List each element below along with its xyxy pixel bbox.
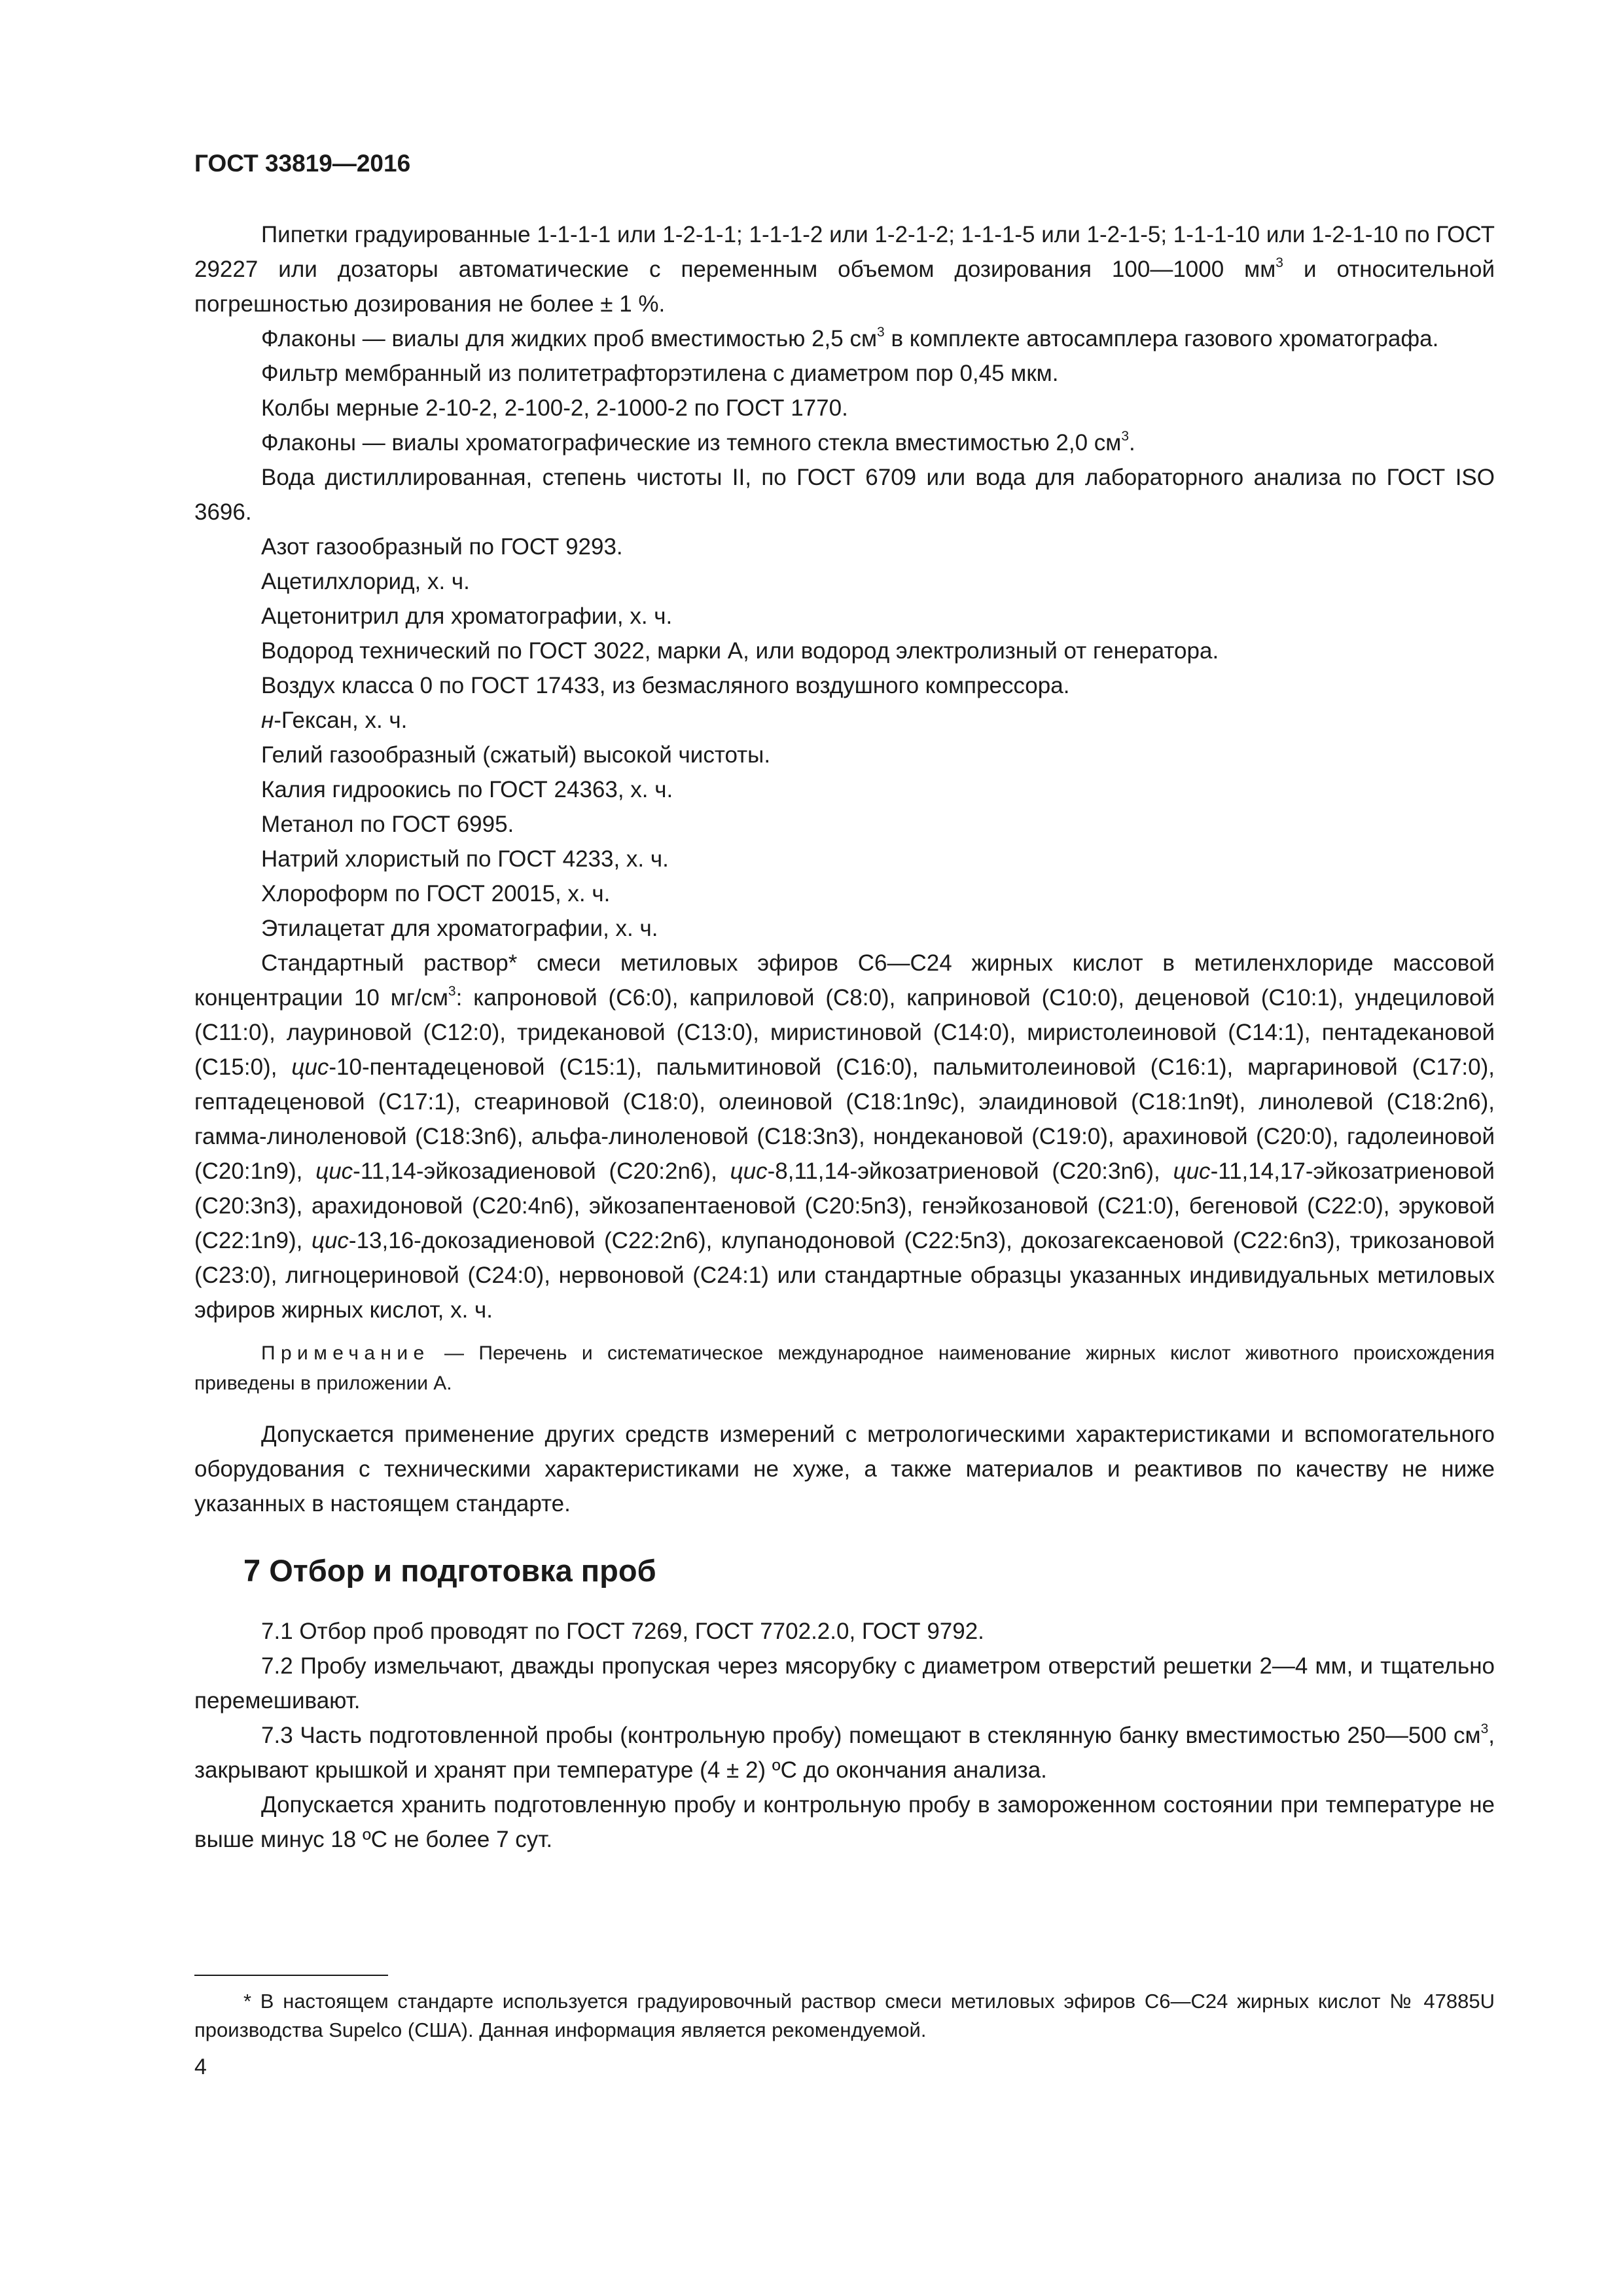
document-header: ГОСТ 33819—2016	[194, 150, 411, 177]
footnote: * В настоящем стандарте используется градуировочный раствор смеси метиловых эфиров С6—С24 жирных кислот № 47885U производства Supelco (США). Данная информация является рекомендуемой.	[194, 1990, 1495, 2041]
list-item-ethyl: Этилацетат для хроматографии, х. ч.	[261, 916, 658, 941]
section-7-3: 7.3 Часть подготовленной пробы (контрольную пробу) помещают в стеклянную банку вместимостью 250—500 $см^3$, закрывают крышкой и хранят при температуре (4 ± 2) ºС до окончания анализа.	[194, 1721, 1495, 1783]
section-7-heading: 7 Отбор и подготовка проб	[243, 1553, 656, 1588]
list-item-hexane: н-Гексан, х. ч.	[261, 708, 408, 733]
section-7-1: 7.1 Отбор проб проводят по ГОСТ 7269, ГОСТ 7702.2.0, ГОСТ 9792.	[261, 1619, 984, 1644]
list-item-flasks: Колбы мерные 2-10-2, 2-100-2, 2-1000-2 по ГОСТ 1770.	[261, 395, 848, 421]
list-item-hydrogen: Водород технический по ГОСТ 3022, марки А, или водород электролизный от генератора.	[261, 638, 1219, 664]
document-body	[194, 217, 1495, 1857]
list-item-air: Воздух класса 0 по ГОСТ 17433, из безмасляного воздушного компрессора.	[261, 673, 1070, 698]
section-7-storage: Допускается хранить подготовленную пробу и контрольную пробу в замороженном состоянии при температуре не выше минус 18 ºС не более 7 сут.	[194, 1792, 1495, 1852]
list-item-vials-dark: Флаконы — виалы хроматографические из темного стекла вместимостью 2,0 $см^3$.	[261, 429, 1135, 456]
footnote-divider	[194, 1975, 388, 1976]
note	[194, 1338, 1495, 1399]
list-item-chloroform: Хлороформ по ГОСТ 20015, х. ч.	[261, 881, 611, 906]
list-item-sodium: Натрий хлористый по ГОСТ 4233, х. ч.	[261, 846, 669, 872]
list-item-vials-liquid: Флаконы — виалы для жидких проб вместимостью 2,5 $см^3$ в комплекте автосамплера газового хроматографа.	[261, 325, 1439, 351]
allowed-paragraph: Допускается применение других средств измерений с метрологическими характеристиками и вспомогательного оборудования с техническими характеристиками не хуже, а также материалов и реактивов по качеству не ниже указанных в настоящем стандарте.	[194, 1422, 1495, 1516]
list-item-methanol: Метанол по ГОСТ 6995.	[261, 812, 514, 837]
section-7-2: 7.2 Пробу измельчают, дважды пропуская через мясорубку с диаметром отверстий решетки 2—4 мм, и тщательно перемешивают.	[194, 1653, 1495, 1713]
list-item-potassium: Калия гидроокись по ГОСТ 24363, х. ч.	[261, 777, 673, 802]
list-item-acetyl: Ацетилхлорид, х. ч.	[261, 569, 470, 594]
list-item-helium: Гелий газообразный (сжатый) высокой чистоты.	[261, 742, 771, 768]
list-item-nitrogen: Азот газообразный по ГОСТ 9293.	[261, 534, 623, 560]
note-label: Примечание	[261, 1342, 430, 1364]
list-item-water: Вода дистиллированная, степень чистоты II, по ГОСТ 6709 или вода для лабораторного анализа по ГОСТ ISO 3696.	[194, 465, 1495, 525]
note-text: — Перечень и систематическое международное наименование жирных кислот животного происхождения приведены в приложении А.	[194, 1342, 1495, 1394]
list-item-acetonitrile: Ацетонитрил для хроматографии, х. ч.	[261, 603, 673, 629]
page-number: 4	[194, 2054, 207, 2079]
list-item-filter: Фильтр мембранный из политетрафторэтилена с диаметром пор 0,45 мкм.	[261, 361, 1059, 386]
list-item-standard-solution: Стандартный раствор* смеси метиловых эфиров С6—С24 жирных кислот в метиленхлориде массовой концентрации 10 $мг/см^3$: капроновой (С6:0), каприловой (С8:0), каприновой (С10:0), деценовой (С10:1), ундециловой (С11:0), лауриновой (С12:0), тридекановой (С13:0), миристиновой (С14:0), миристолеиновой (С14:1), пентадекановой (С15:0), цис-10-пентадеценовой (С15:1), пальмитиновой (С16:0), пальмитолеиновой (С16:1), маргариновой (С17:0), гептадеценовой (С17:1), стеариновой (С18:0), олеиновой (С18:1n9с), элаидиновой (С18:1n9t), линолевой (С18:2n6), гамма-линоленовой (С18:3n6), альфа-линоленовой (С18:3n3), нондекановой (С19:0), арахиновой (С20:0), гадолеиновой (С20:1n9), цис-11,14-эйкозадиеновой (С20:2n6), цис-8,11,14-эйкозатриеновой (С20:3n6), цис-11,14,17-эйкозатриеновой (С20:3n3), арахидоновой (С20:4n6), эйкозапентаеновой (С20:5n3), генэйкозановой (С21:0), бегеновой (С22:0), эруковой (С22:1n9), цис-13,16-докозадиеновой (С22:2n6), клупанодоновой (С22:5n3), докозагексаеновой (С22:6n3), трикозановой (С23:0), лигноцериновой (С24:0), нервоновой (С24:1) или стандартные образцы указанных индивидуальных метиловых эфиров жирных кислот, х. ч.	[194, 950, 1495, 1323]
list-item-pipettes: Пипетки градуированные 1-1-1-1 или 1-2-1-1; 1-1-1-2 или 1-2-1-2; 1-1-1-5 или 1-2-1-5; 1-1-1-10 или 1-2-1-10 по ГОСТ 29227 или дозаторы автоматические с переменным объемом дозирования 100—1000 $мм^3$ и относительной погрешностью дозирования не более ± 1 %.	[194, 222, 1495, 317]
